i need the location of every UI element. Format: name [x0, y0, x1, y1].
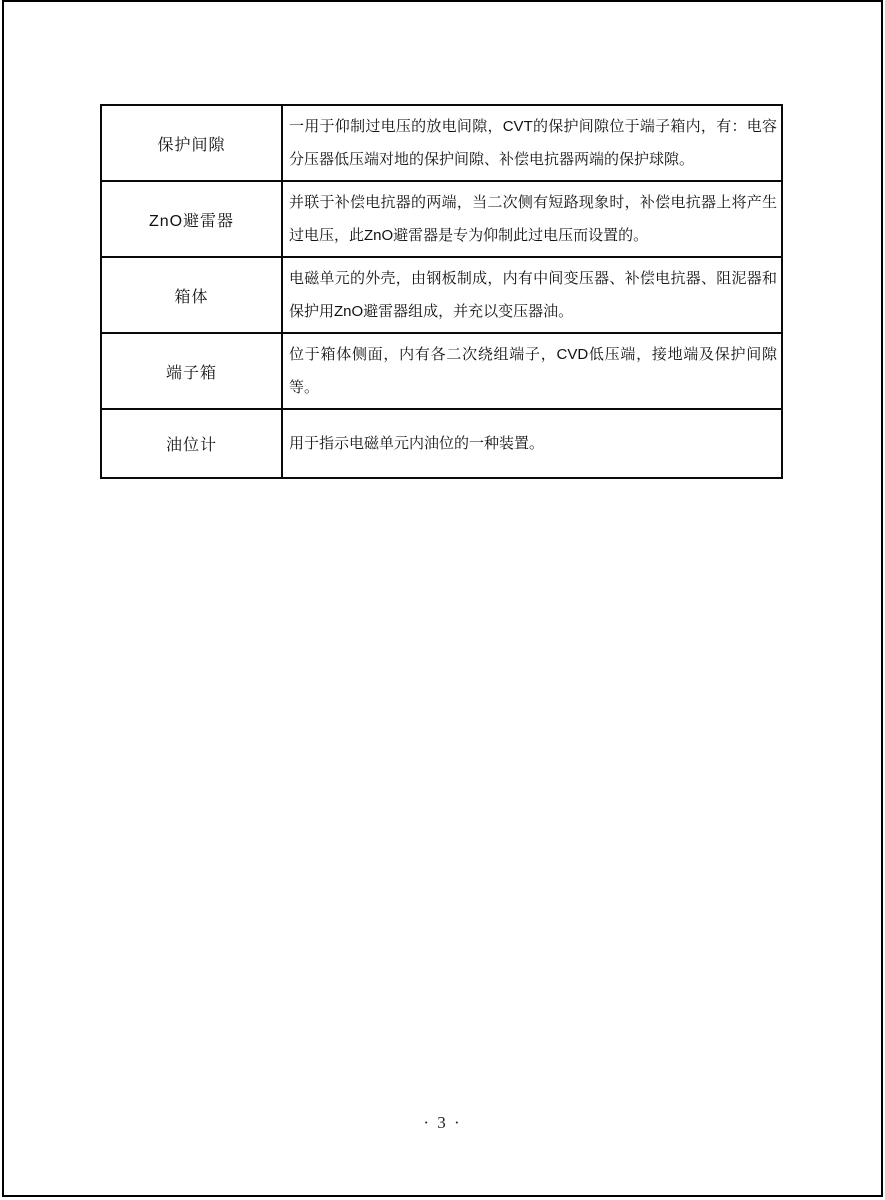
term-cell: 箱体 [101, 257, 282, 333]
term-cell: ZnO避雷器 [101, 181, 282, 257]
page-number: · 3 · [423, 1113, 462, 1132]
table-row [101, 181, 782, 257]
terms-table [100, 104, 783, 479]
definition-cell: 并联于补偿电抗器的两端，当二次侧有短路现象时，补偿电抗器上将产生过电压，此ZnO避雷器是专为仰制此过电压而设置的。 [282, 181, 782, 257]
table-row [101, 409, 782, 478]
definition-cell: 位于箱体侧面，内有各二次绕组端子，CVD低压端，接地端及保护间隙等。 [282, 333, 782, 409]
term-cell: 保护间隙 [101, 105, 282, 181]
term-cell: 端子箱 [101, 333, 282, 409]
definition-cell: 一用于仰制过电压的放电间隙，CVT的保护间隙位于端子箱内，有：电容分压器低压端对地的保护间隙、补偿电抗器两端的保护球隙。 [282, 105, 782, 181]
term-cell: 油位计 [101, 409, 282, 478]
table-row [101, 257, 782, 333]
definition-cell: 电磁单元的外壳，由钢板制成，内有中间变压器、补偿电抗器、阻泥器和保护用ZnO避雷器组成，并充以变压器油。 [282, 257, 782, 333]
definition-cell: 用于指示电磁单元内油位的一种装置。 [282, 409, 782, 478]
table-row [101, 333, 782, 409]
terms-table-body [101, 105, 782, 478]
table-row [101, 105, 782, 181]
